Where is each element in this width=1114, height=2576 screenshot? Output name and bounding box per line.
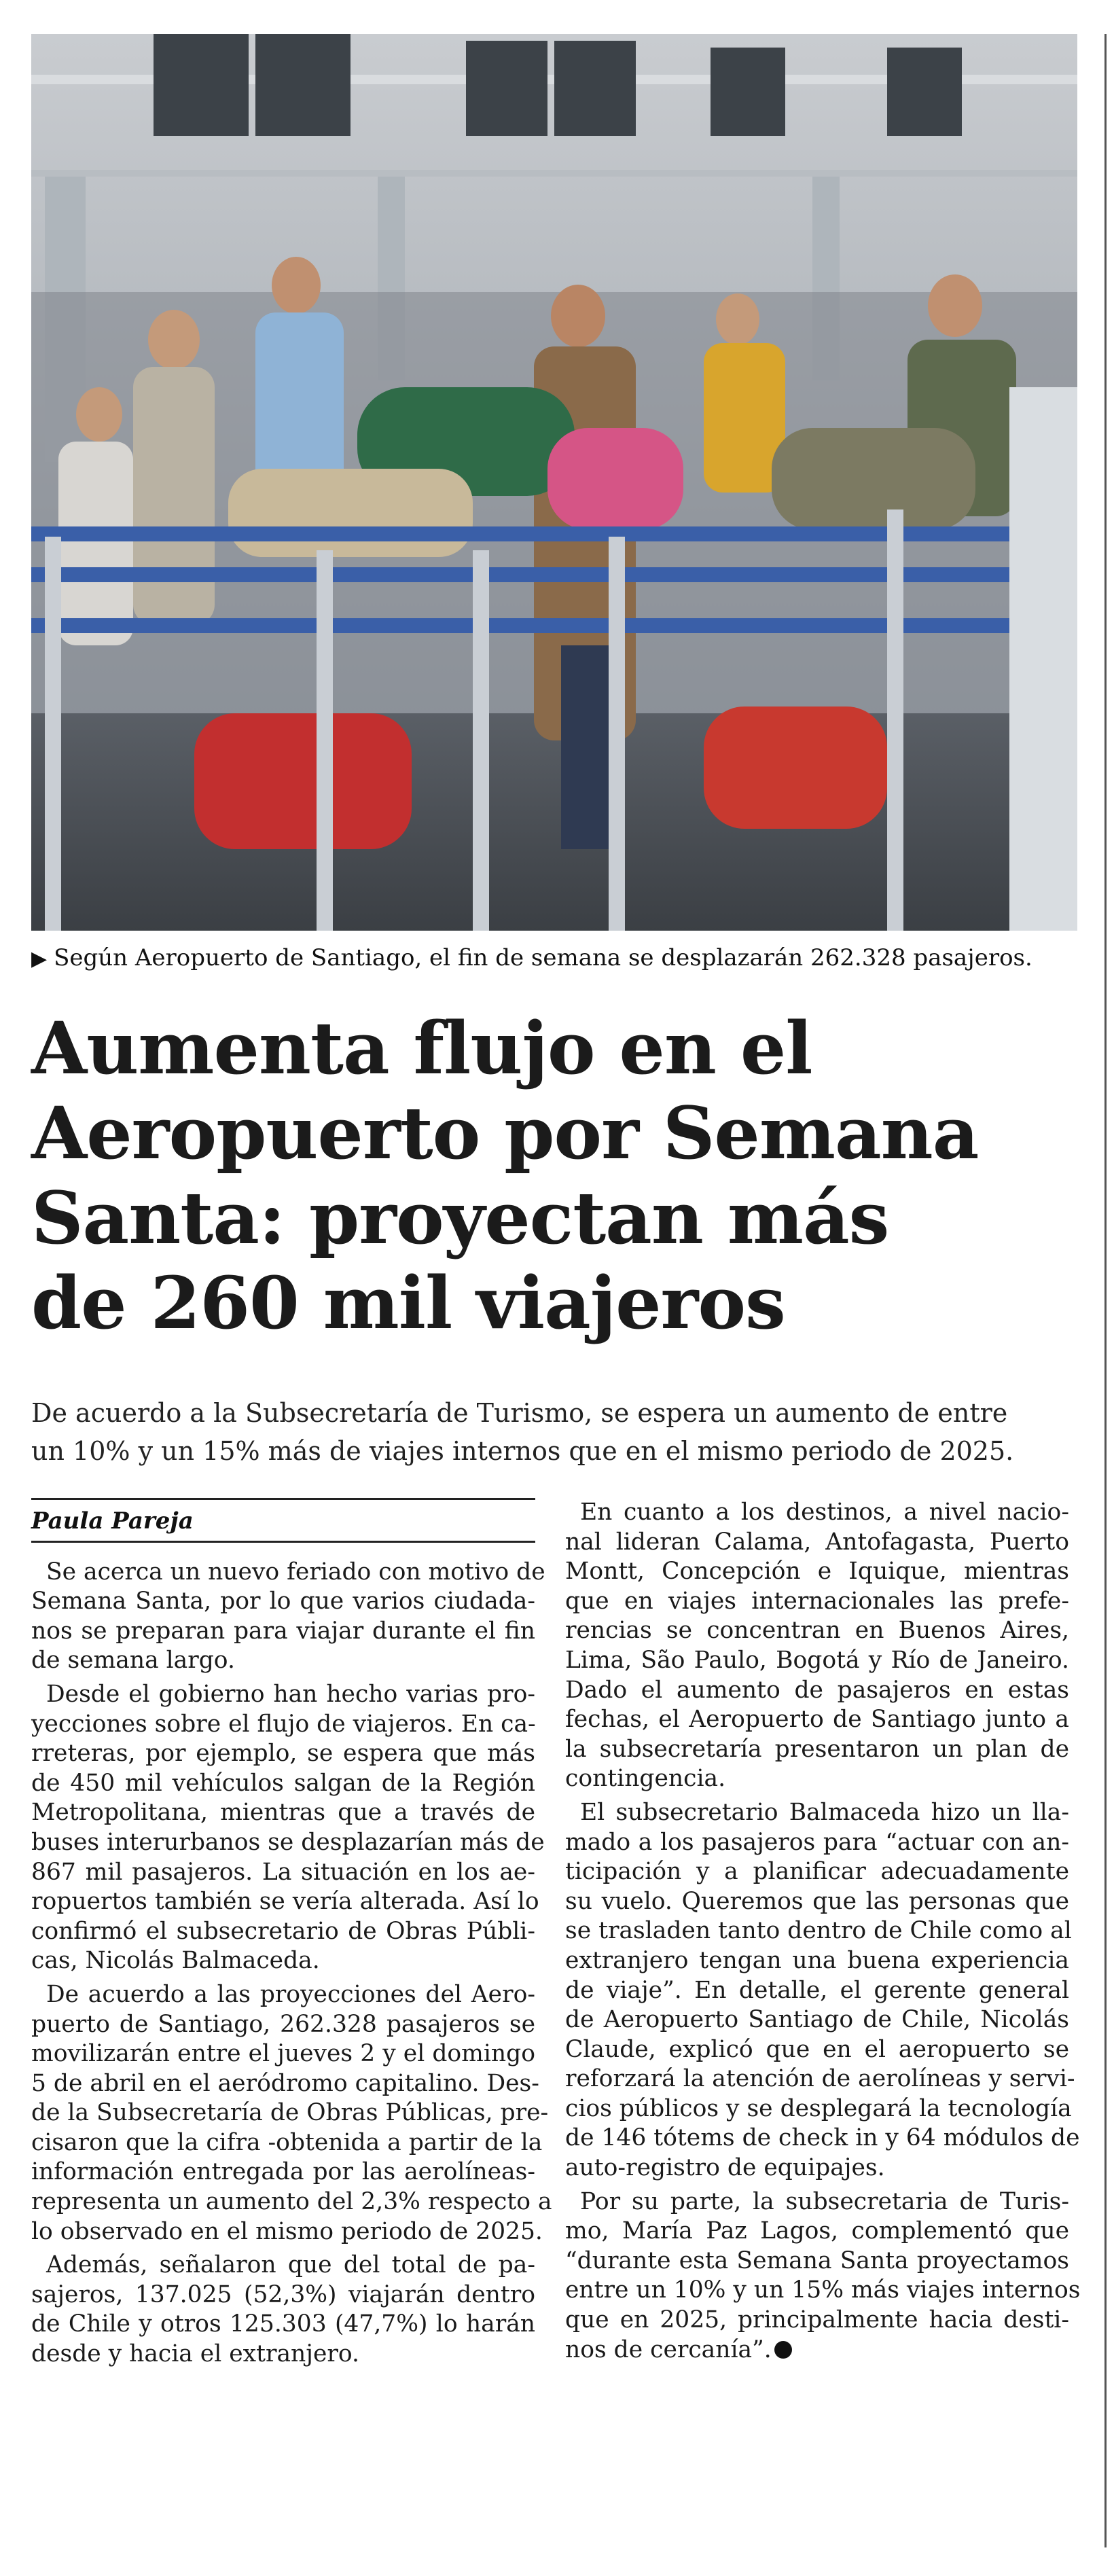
text-line: rencias se concentran en Buenos Aires, [565, 1617, 1069, 1645]
text-line: representa un aumento del 2,3% respecto a [31, 2188, 552, 2216]
paragraph [31, 1680, 545, 1976]
text-line: rreteras, por ejemplo, se espera que más [31, 1740, 535, 1768]
text-line: Montt, Concepción e Iquique, mientras [565, 1558, 1069, 1586]
text-line: que en viajes internacionales las prefe- [565, 1587, 1069, 1615]
paragraph [31, 1980, 552, 2247]
text-line: nal lideran Calama, Antofagasta, Puerto [565, 1528, 1069, 1556]
article-lead [31, 1394, 1091, 1470]
triangle-right-icon: ▶ [31, 947, 48, 971]
text-line: de Chile y otros 125.303 (47,7%) lo harán [31, 2310, 535, 2338]
text-line: nos de cercanía”. [565, 2336, 1069, 2365]
text-line: “durante esta Semana Santa proyectamos [565, 2247, 1069, 2274]
text-line: Dado el aumento de pasajeros en estas [565, 1676, 1069, 1704]
text-line: Lima, São Paulo, Bogotá y Río de Janeiro. [565, 1646, 1069, 1674]
text-line: nos se preparan para viajar durante el fin [31, 1617, 535, 1645]
text-line: extranjero tengan una buena experiencia [565, 1946, 1069, 1974]
text-line: buses interurbanos se desplazarían más de [31, 1828, 545, 1856]
text-line: cisaron que la cifra -obtenida a partir de la [31, 2128, 543, 2156]
lead-line: un 10% y un 15% más de viajes internos que en el mismo periodo de 2025. [31, 1436, 1014, 1466]
text-line: ropuertos también se vería alterada. Así lo [31, 1888, 539, 1916]
paragraph [31, 2251, 535, 2369]
text-line: Semana Santa, por lo que varios ciudada- [31, 1588, 535, 1615]
text-line: confirmó el subsecretario de Obras Públi- [31, 1917, 535, 1945]
airport-crowd-photo [31, 34, 1077, 931]
text-line: 5 de abril en el aeródromo capitalino. Des- [31, 2069, 539, 2097]
lead-line: De acuerdo a la Subsecretaría de Turismo, se espera un aumento de entre [31, 1398, 1008, 1428]
text-line: auto-registro de equipajes. [565, 2154, 885, 2182]
text-line: entre un 10% y un 15% más viajes internos [565, 2276, 1081, 2304]
text-line: de viaje”. En detalle, el gerente general [565, 1976, 1069, 2004]
byline: Paula Pareja [31, 1507, 194, 1535]
text-line: mado a los pasajeros para “actuar con an- [565, 1828, 1069, 1856]
text-line: que en 2025, principalmente hacia desti- [565, 2306, 1069, 2334]
text-line: Desde el gobierno han hecho varias pro- [46, 1680, 535, 1708]
text-line: contingencia. [565, 1765, 726, 1793]
caption-text: Según Aeropuerto de Santiago, el fin de semana se desplazarán 262.328 pasajeros. [54, 944, 1032, 971]
text-line: En cuanto a los destinos, a nivel nacio- [580, 1499, 1069, 1526]
body-column-left [31, 1498, 552, 2374]
text-line: cios públicos y se desplegará la tecnología [565, 2094, 1072, 2122]
right-column-body [565, 1498, 1081, 2365]
headline-line: Aeropuerto por Semana [31, 1090, 979, 1175]
paragraph [31, 1558, 545, 1676]
text-line: la subsecretaría presentaron un plan de [565, 1735, 1069, 1763]
body-column-right [565, 1498, 1081, 2369]
text-line: cas, Nicolás Balmaceda. [31, 1947, 320, 1975]
text-line: lo observado en el mismo periodo de 2025. [31, 2217, 543, 2245]
text-line: de Aeropuerto Santiago de Chile, Nicolás [565, 2006, 1069, 2034]
column-rule [1104, 34, 1107, 2547]
text-line: yecciones sobre el flujo de viajeros. En ca- [31, 1710, 536, 1738]
end-of-article-dot-icon [774, 2341, 792, 2359]
text-line: se trasladen tanto dentro de Chile como al [565, 1917, 1072, 1945]
photo-caption [31, 944, 1091, 971]
paragraph [565, 1798, 1080, 2183]
text-line: sajeros, 137.025 (52,3%) viajarán dentro [31, 2280, 535, 2308]
text-line: Además, señalaron que del total de pa- [46, 2251, 535, 2279]
text-line: ticipación y a planificar adecuadamente [565, 1858, 1069, 1886]
text-line: de la Subsecretaría de Obras Públicas, pre- [31, 2099, 549, 2127]
text-line: de semana largo. [31, 1647, 235, 1675]
text-line: 867 mil pasajeros. La situación en los ae- [31, 1858, 535, 1886]
text-line: Metropolitana, mientras que a través de [31, 1799, 535, 1827]
headline-line: Santa: proyectan más [31, 1175, 889, 1260]
paragraph [565, 2187, 1081, 2365]
text-line: reforzará la atención de aerolíneas y servi- [565, 2065, 1075, 2093]
text-line: desde y hacia el extranjero. [31, 2340, 359, 2368]
text-line: su vuelo. Queremos que las personas que [565, 1887, 1069, 1915]
text-line: información entregada por las aerolíneas- [31, 2158, 535, 2186]
left-column-body [31, 1558, 552, 2369]
text-line: mo, María Paz Lagos, complementó que [565, 2217, 1069, 2245]
text-line: De acuerdo a las proyecciones del Aero- [46, 1980, 535, 2008]
text-line: Claude, explicó que en el aeropuerto se [565, 2035, 1069, 2063]
text-line: movilizarán entre el jueves 2 y el domingo [31, 2040, 535, 2068]
headline-line: de 260 mil viajeros [31, 1260, 785, 1345]
text-line: puerto de Santiago, 262.328 pasajeros se [31, 2010, 535, 2038]
headline-line: Aumenta flujo en el [31, 1005, 812, 1090]
text-line: Por su parte, la subsecretaria de Turis- [580, 2187, 1069, 2215]
text-line: de 146 tótems de check in y 64 módulos de [565, 2124, 1080, 2152]
article-headline [31, 1005, 1091, 1345]
text-line: fechas, el Aeropuerto de Santiago junto a [565, 1706, 1069, 1734]
paragraph [565, 1498, 1069, 1794]
photo-illustration [31, 34, 1077, 931]
text-line: El subsecretario Balmaceda hizo un lla- [580, 1798, 1069, 1826]
text-line: Se acerca un nuevo feriado con motivo de [46, 1558, 545, 1586]
text-line: de 450 mil vehículos salgan de la Región [31, 1769, 535, 1797]
byline-box [31, 1498, 535, 1543]
